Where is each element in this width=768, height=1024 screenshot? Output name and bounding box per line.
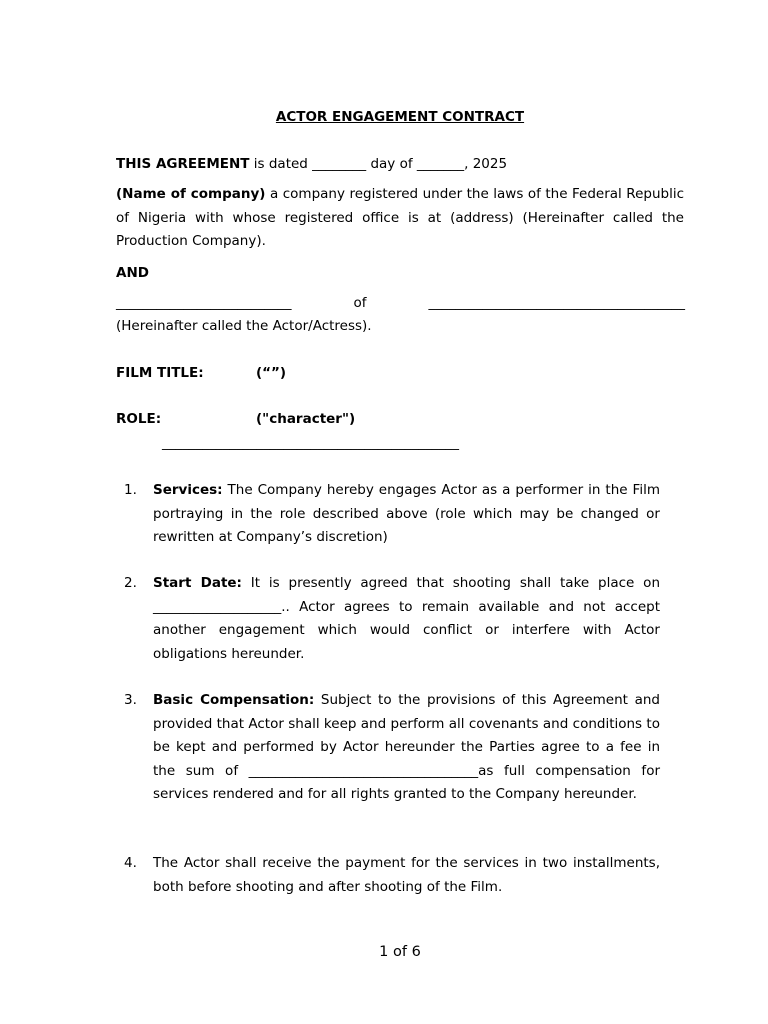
actor-of-word: of xyxy=(353,295,367,311)
role-label: ROLE: xyxy=(116,411,162,427)
agreement-date-line xyxy=(116,153,507,177)
film-title-label: FILM TITLE: xyxy=(116,365,204,381)
role-value: ("character") xyxy=(256,411,356,427)
and-label: AND xyxy=(116,265,149,281)
clause-number: 2. xyxy=(124,575,137,591)
agreement-date-text: is dated ________ day of _______, 2025 xyxy=(249,156,508,172)
company-paragraph xyxy=(116,183,684,254)
clause-number: 1. xyxy=(124,482,137,498)
actor-fill-row xyxy=(116,292,685,316)
clause-body: Subject to the provisions of this Agreement and provided that Actor shall keep and perform all covenants and conditions to be kept and performed by Actor hereunder the Parties agree to a fee in the sum of __________________________________as full compensation for services rendered and for all rights granted to the Company hereunder. xyxy=(153,692,660,802)
company-name-placeholder: (Name of company) xyxy=(116,186,266,202)
clause-body: The Actor shall receive the payment for the services in two installments, both before shooting and after shooting of the Film. xyxy=(153,855,660,895)
role-blank-line: ____________________________________________ xyxy=(162,435,459,451)
clause-heading: Basic Compensation: xyxy=(153,692,315,708)
actor-name-blank: __________________________ xyxy=(116,295,292,311)
clause-body: It is presently agreed that shooting shall take place on ___________________.. Actor agrees to remain available and not accept another engagement which would conflict or interfere with Actor obligations hereunder. xyxy=(153,575,661,662)
page-indicator: 1 of 6 xyxy=(379,944,421,960)
clause-text xyxy=(153,572,660,666)
clause-text xyxy=(153,479,660,550)
actor-hereinafter-text: (Hereinafter called the Actor/Actress). xyxy=(116,318,372,334)
agreement-lead: THIS AGREEMENT xyxy=(116,156,250,172)
company-description: a company registered under the laws of the Federal Republic of Nigeria with whose registered office is at (address) (Hereinafter called the Production Company). xyxy=(116,186,684,249)
clause-body: The Company hereby engages Actor as a performer in the Film portraying in the role described above (role which may be changed or rewritten at Company’s discretion) xyxy=(153,482,660,545)
clause-number: 4. xyxy=(124,855,137,871)
actor-address-blank: ______________________________________ xyxy=(428,295,685,311)
document-title: ACTOR ENGAGEMENT CONTRACT xyxy=(275,109,525,125)
clause-text xyxy=(153,852,660,899)
clause-text xyxy=(153,689,660,807)
clause-heading: Start Date: xyxy=(153,575,242,591)
film-title-value: (“”) xyxy=(256,365,287,381)
clause-number: 3. xyxy=(124,692,137,708)
clause-heading: Services: xyxy=(153,482,223,498)
